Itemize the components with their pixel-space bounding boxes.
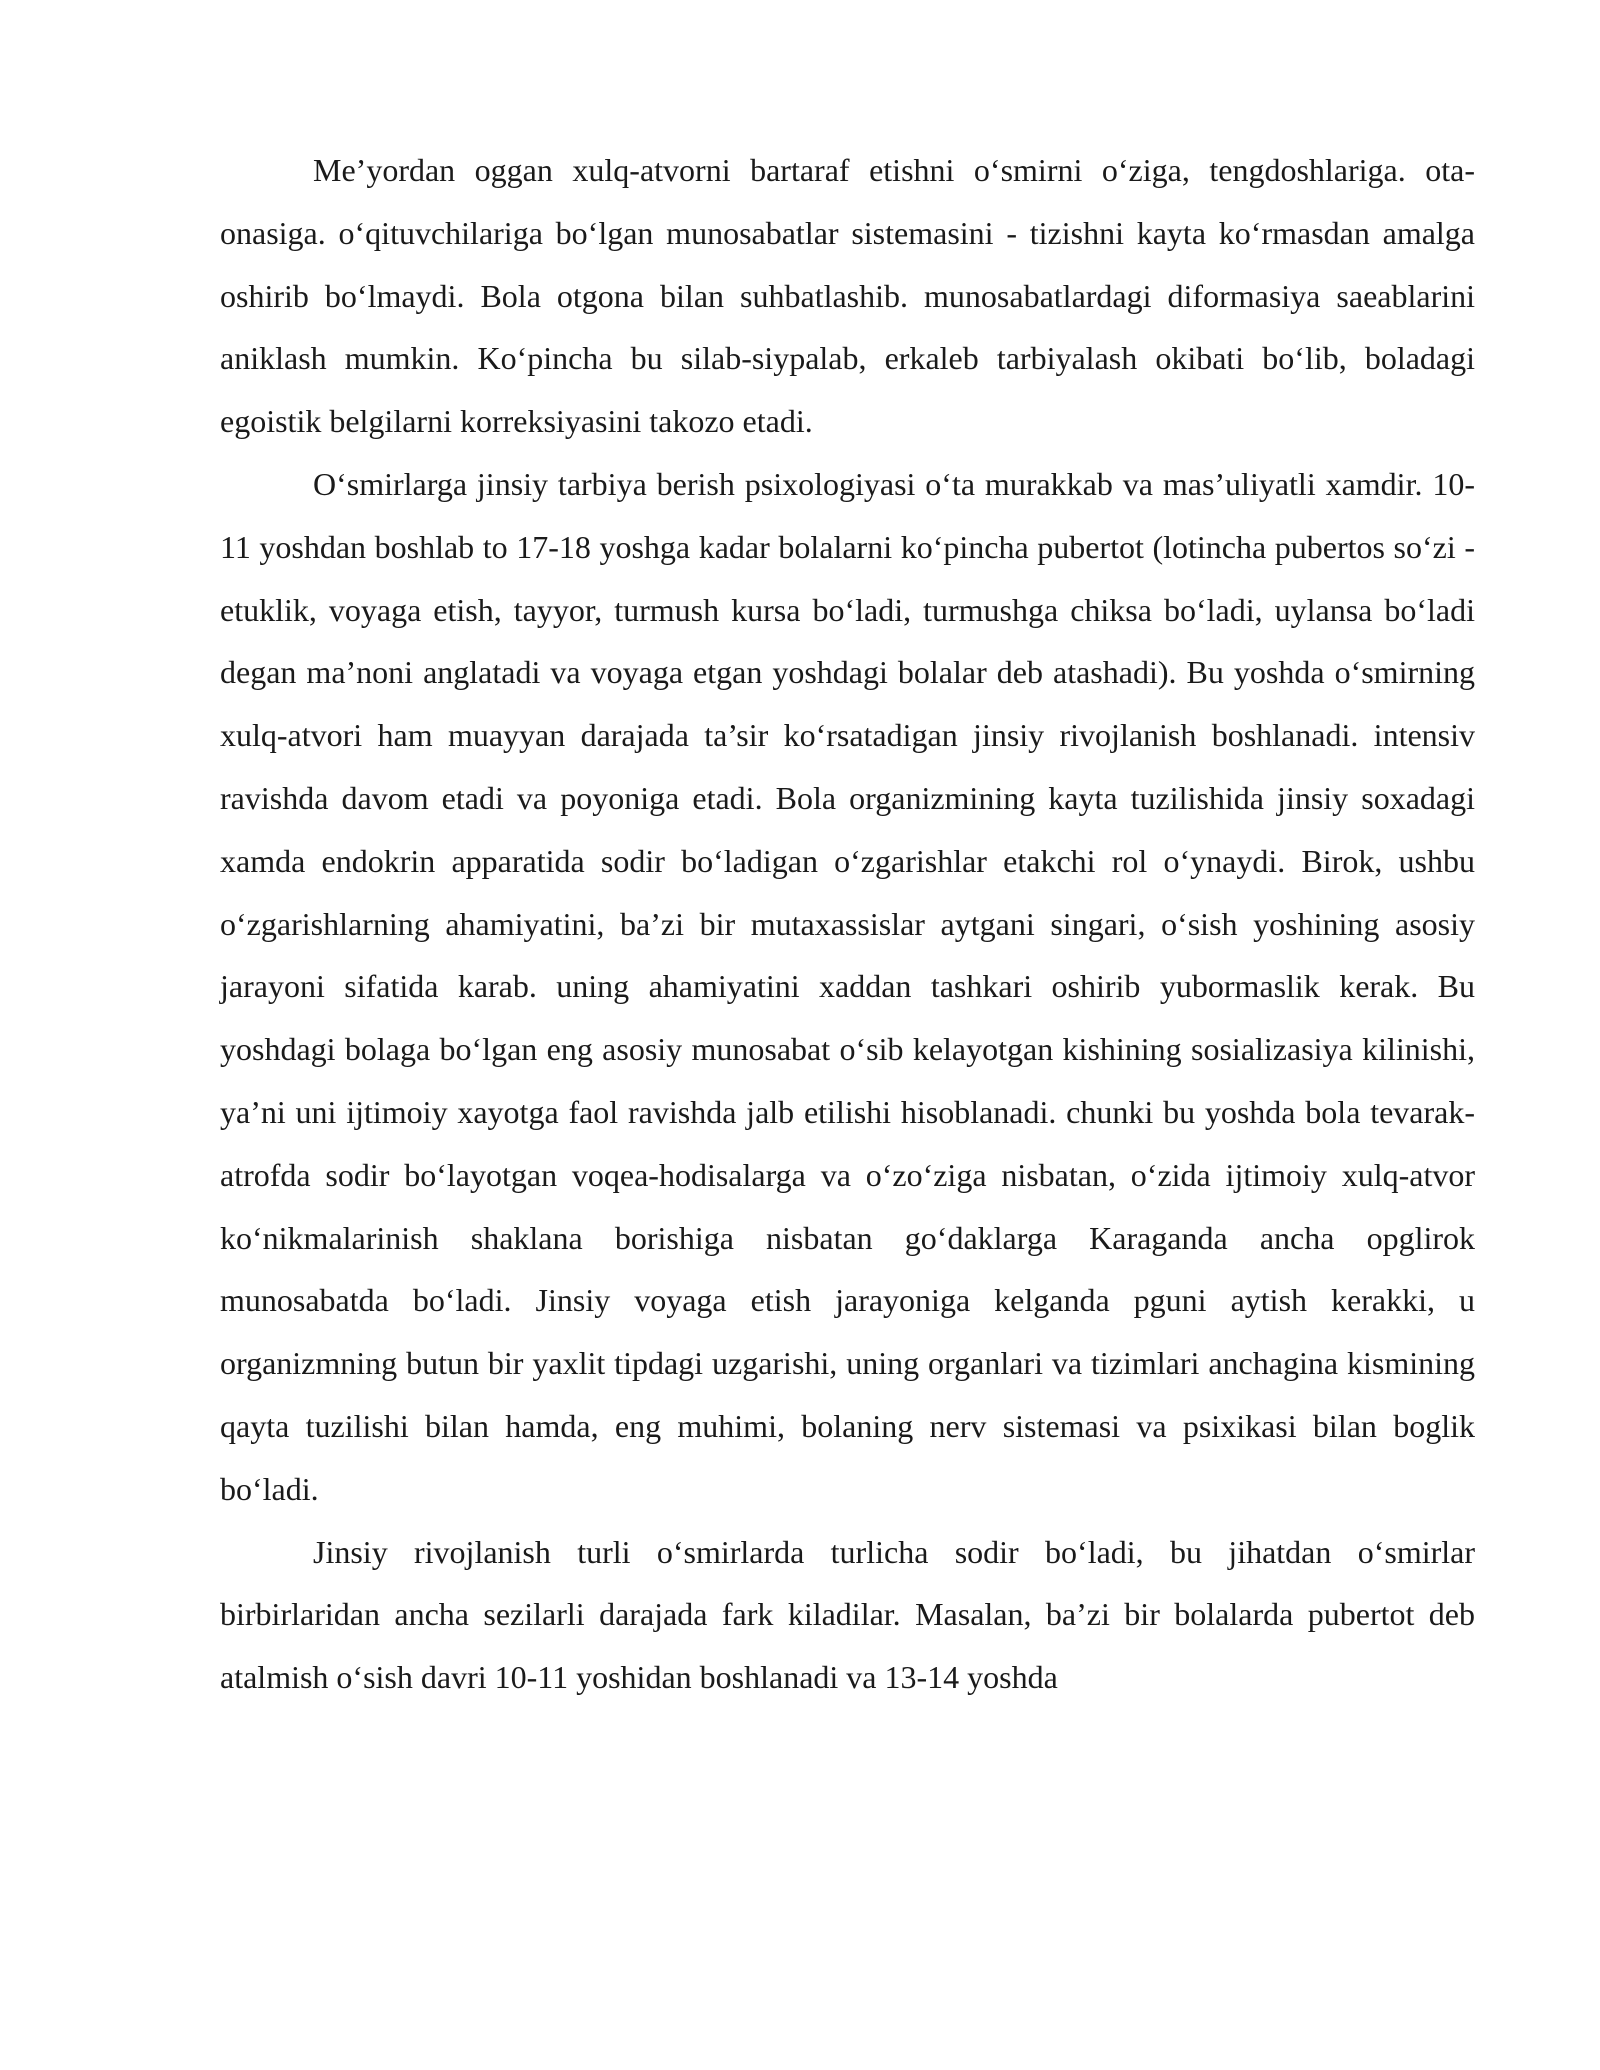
paragraph-3: Jinsiy rivojlanish turli o‘smirlarda turlicha sodir bo‘ladi, bu jihatdan o‘smirlar birbirlaridan ancha sezilarli darajada fark kiladilar. Masalan, ba’zi bir bolalarda pubertot deb atalmish o‘sish davri 10-11 yoshidan boshlanadi va 13-14 yoshda [220,1533,1475,1696]
paragraph-2: O‘smirlarga jinsiy tarbiya berish psixologiyasi o‘ta murakkab va mas’uliyatli xamdir. 10-11 yoshdan boshlab to 17-18 yoshga kadar bolalarni ko‘pincha pubertot (lotincha pubertos so‘zi - etuklik, voyaga etish, tayyor, turmush kursa bo‘ladi, turmushga chiksa bo‘ladi, uylansa bo‘ladi degan ma’noni anglatadi va voyaga etgan yoshdagi bolalar deb atashadi). Bu yoshda o‘smirning xulq-atvori ham muayyan darajada ta’sir ko‘rsatadigan jinsiy rivojlanish boshlanadi. intensiv ravishda davom etadi va poyoniga etadi. Bola organizmining kayta tuzilishida jinsiy soxadagi xamda endokrin apparatida sodir bo‘ladigan o‘zgarishlar etakchi rol o‘ynaydi. Birok, ushbu o‘zgarishlarning ahamiyatini, ba’zi bir mutaxassislar aytgani singari, o‘sish yoshining asosiy jarayoni sifatida karab. uning ahamiyatini xaddan tashkari oshirib yubormaslik kerak. Bu yoshdagi bolaga bo‘lgan eng asosiy munosabat o‘sib kelayotgan kishining sosializasiya kilinishi, ya’ni uni ijtimoiy xayotga faol ravishda jalb etilishi hisoblanadi. chunki bu yoshda bola tevarak-atrofda sodir bo‘layotgan voqea-hodisalarga va o‘zo‘ziga nisbatan, o‘zida ijtimoiy xulq-atvor ko‘nikmalarinish shaklana borishiga nisbatan go‘daklarga Karaganda ancha opglirok munosabatda bo‘ladi. Jinsiy voyaga etish jarayoniga kelganda pguni aytish kerakki, u organizmning butun bir yaxlit tipdagi uzgarishi, uning organlari va tizimlari anchagina kismining qayta tuzilishi bilan hamda, eng muhimi, bolaning nerv sistemasi va psixikasi bilan boglik bo‘ladi. [220,465,1475,1507]
paragraph-1: Me’yordan oggan xulq-atvorni bartaraf etishni o‘smirni o‘ziga, tengdoshlariga. ota-onasiga. o‘qituvchilariga bo‘lgan munosabatlar sistemasini - tizishni kayta ko‘rmasdan amalga oshirib bo‘lmaydi. Bola otgona bilan suhbatlashib. munosabatlardagi diformasiya saeablarini aniklash mumkin. Ko‘pincha bu silab-siypalab, erkaleb tarbiyalash okibati bo‘lib, boladagi egoistik belgilarni korreksiyasini takozo etadi. [220,152,1475,440]
document-body [220,139,1475,1709]
